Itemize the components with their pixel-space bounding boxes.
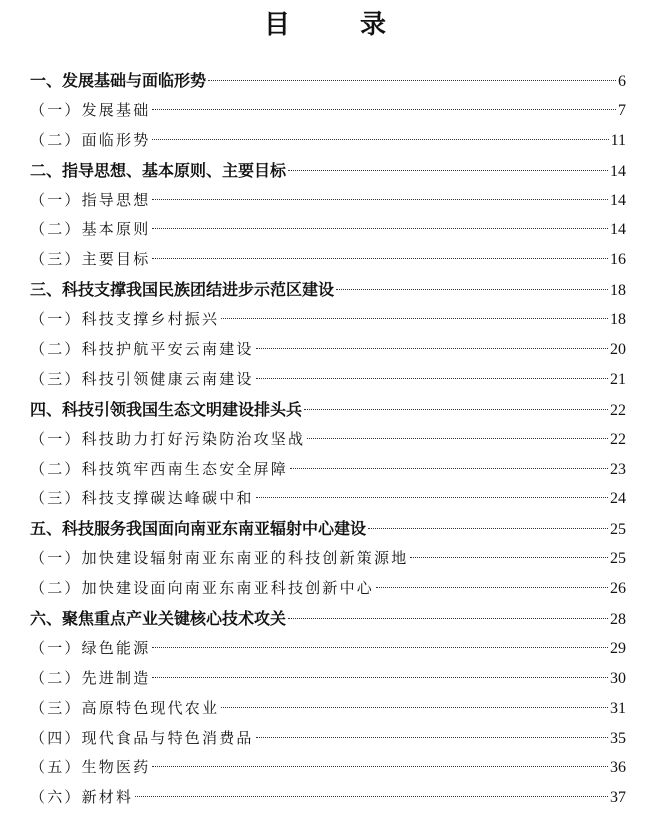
toc-page-number: 35 <box>610 729 626 747</box>
dot-leader <box>307 438 608 439</box>
toc-page-number: 14 <box>610 162 626 180</box>
toc-section-entry[interactable] <box>30 484 626 514</box>
toc-entry-title: （三）科技引领健康云南建设 <box>30 369 254 388</box>
toc-entry-title: （三）主要目标 <box>30 250 151 269</box>
toc-entry-title: 三、科技支撑我国民族团结进步示范区建设 <box>30 280 335 300</box>
dot-leader <box>152 647 608 648</box>
toc-entry-title: （二）先进制造 <box>30 668 151 687</box>
dot-leader <box>152 139 608 140</box>
toc-page-number: 16 <box>610 251 626 269</box>
dot-leader <box>152 199 608 200</box>
toc-entry-title: （三）科技支撑碳达峰碳中和 <box>30 489 254 508</box>
toc-section-entry[interactable] <box>30 305 626 335</box>
toc-chapter-entry[interactable] <box>30 395 626 425</box>
toc-page-number: 31 <box>610 699 626 717</box>
toc-page-number: 18 <box>610 282 626 300</box>
toc-page-number: 14 <box>610 191 626 209</box>
toc-section-entry[interactable] <box>30 455 626 485</box>
toc-entry-title: （一）发展基础 <box>30 100 151 119</box>
toc-page-number: 22 <box>610 401 626 419</box>
dot-leader <box>152 766 608 767</box>
toc-entry-title: 六、聚焦重点产业关键核心技术攻关 <box>30 609 287 629</box>
dot-leader <box>336 289 608 290</box>
toc-entry-title: （二）科技护航平安云南建设 <box>30 340 254 359</box>
toc-section-entry[interactable] <box>30 186 626 216</box>
toc-section-entry[interactable] <box>30 753 626 783</box>
toc-entry-title: （一）指导思想 <box>30 190 151 209</box>
toc-section-entry[interactable] <box>30 664 626 694</box>
toc-page-number: 25 <box>610 550 626 568</box>
toc-page-number: 6 <box>618 73 626 90</box>
toc-chapter-entry[interactable] <box>30 604 626 634</box>
toc-section-entry[interactable] <box>30 365 626 395</box>
dot-leader <box>256 378 608 379</box>
toc-page-number: 24 <box>610 490 626 508</box>
toc-section-entry[interactable] <box>30 96 626 126</box>
dot-leader <box>221 707 608 708</box>
toc-entry-title: （二）科技筑牢西南生态安全屏障 <box>30 459 289 478</box>
toc-page-number: 29 <box>610 639 626 657</box>
toc-section-entry[interactable] <box>30 724 626 754</box>
dot-leader <box>152 109 616 110</box>
dot-leader <box>410 557 608 558</box>
toc-page-number: 7 <box>618 101 626 119</box>
page-title: 目 录 <box>263 10 408 40</box>
toc-page-number: 18 <box>610 311 626 329</box>
dot-leader <box>304 409 608 410</box>
dot-leader <box>221 318 608 319</box>
toc-entry-title: （二）加快建设面向南亚东南亚科技创新中心 <box>30 579 375 598</box>
toc-entry-title: （一）绿色能源 <box>30 638 151 657</box>
dot-leader <box>368 528 608 529</box>
toc-entry-title: （二）面临形势 <box>30 130 151 149</box>
toc-chapter-entry[interactable] <box>30 275 626 305</box>
toc-section-entry[interactable] <box>30 544 626 574</box>
toc-page-number: 21 <box>610 370 626 388</box>
toc-page-number: 14 <box>610 221 626 239</box>
toc-entry-title: （三）高原特色现代农业 <box>30 698 220 717</box>
dot-leader <box>152 677 608 678</box>
toc-entry-title: （六）新材料 <box>30 788 134 807</box>
dot-leader <box>256 497 608 498</box>
toc-page-number: 20 <box>610 341 626 359</box>
toc-page-number: 37 <box>610 789 626 807</box>
dot-leader <box>256 737 608 738</box>
dot-leader <box>256 348 608 349</box>
toc-page-number: 11 <box>610 131 626 149</box>
toc-page-number: 23 <box>610 460 626 478</box>
dot-leader <box>290 468 608 469</box>
toc-chapter-entry[interactable] <box>30 156 626 186</box>
dot-leader <box>376 587 608 588</box>
toc-page-number: 25 <box>610 521 626 539</box>
toc-page-number: 30 <box>610 669 626 687</box>
toc-entry-title: （五）生物医药 <box>30 758 151 777</box>
toc-section-entry[interactable] <box>30 215 626 245</box>
toc-entry-title: 二、指导思想、基本原则、主要目标 <box>30 160 287 180</box>
dot-leader <box>288 618 608 619</box>
dot-leader <box>152 258 608 259</box>
toc-chapter-entry[interactable] <box>30 514 626 544</box>
toc-page-number: 28 <box>610 611 626 629</box>
toc-entry-title: （一）加快建设辐射南亚东南亚的科技创新策源地 <box>30 549 409 568</box>
toc-section-entry[interactable] <box>30 694 626 724</box>
toc-section-entry[interactable] <box>30 783 626 813</box>
toc-section-entry[interactable] <box>30 245 626 275</box>
toc-entry-title: 四、科技引领我国生态文明建设排头兵 <box>30 399 303 419</box>
toc-section-entry[interactable] <box>30 425 626 455</box>
table-of-contents <box>30 66 626 813</box>
toc-chapter-entry[interactable] <box>30 66 626 96</box>
toc-entry-title: 五、科技服务我国面向南亚东南亚辐射中心建设 <box>30 519 367 539</box>
dot-leader <box>135 796 608 797</box>
toc-entry-title: （四）现代食品与特色消费品 <box>30 728 254 747</box>
toc-section-entry[interactable] <box>30 126 626 156</box>
toc-section-entry[interactable] <box>30 634 626 664</box>
dot-leader <box>288 170 608 171</box>
toc-page-number: 26 <box>610 580 626 598</box>
dot-leader <box>208 80 616 81</box>
toc-entry-title: 一、发展基础与面临形势 <box>30 71 207 90</box>
toc-section-entry[interactable] <box>30 574 626 604</box>
toc-entry-title: （一）科技支撑乡村振兴 <box>30 310 220 329</box>
toc-page-number: 36 <box>610 759 626 777</box>
toc-page-number: 22 <box>610 430 626 448</box>
toc-section-entry[interactable] <box>30 335 626 365</box>
dot-leader <box>152 228 608 229</box>
toc-entry-title: （一）科技助力打好污染防治攻坚战 <box>30 429 306 448</box>
toc-entry-title: （二）基本原则 <box>30 220 151 239</box>
